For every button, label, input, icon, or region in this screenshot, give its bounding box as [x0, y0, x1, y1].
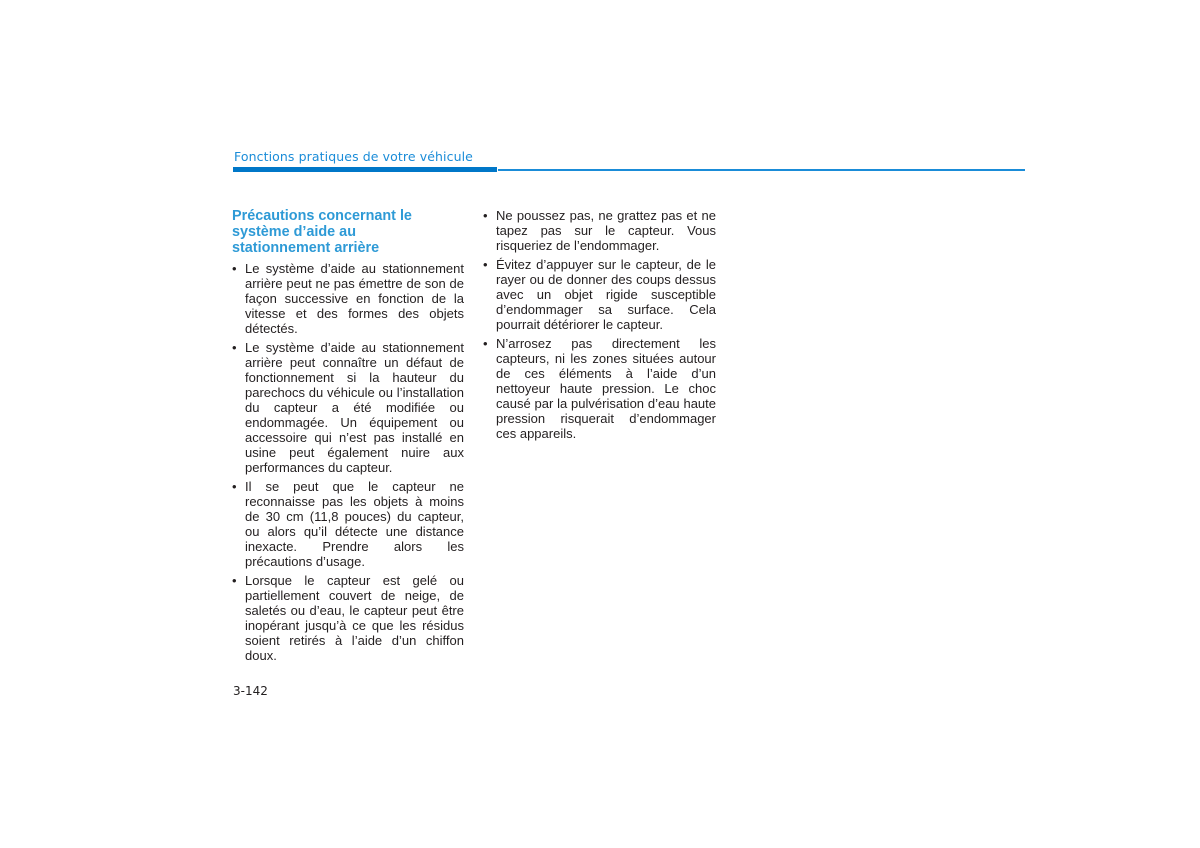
list-item [232, 573, 464, 663]
list-item-text: Évitez d’appuyer sur le capteur, de le rayer ou de donner des coups dessus avec un objet rigide susceptible d’endommager sa surface. Cela pourrait détériorer le capteur. [496, 257, 716, 332]
bullet-icon: • [232, 573, 237, 588]
bullet-icon: • [483, 257, 488, 272]
bullet-icon: • [483, 208, 488, 223]
list-item [483, 208, 716, 253]
list-item-text: Le système d’aide au stationnement arrière peut ne pas émettre de son de façon successive en fonction de la vitesse et des formes des objets détectés. [245, 261, 464, 336]
right-bullet-list [483, 208, 716, 441]
list-item [232, 479, 464, 569]
list-item [232, 340, 464, 475]
chapter-accent-bar [233, 167, 497, 172]
left-column [232, 208, 464, 667]
list-item-text: Il se peut que le capteur ne reconnaisse pas les objets à moins de 30 cm (11,8 pouces) du capteur, ou alors qu’il détecte une distance inexacte. Prendre alors les précautions d’usage. [245, 479, 464, 569]
section-heading: Précautions concernant le système d’aide au stationnement arrière [232, 208, 412, 256]
list-item [232, 261, 464, 336]
list-item [483, 257, 716, 332]
bullet-icon: • [483, 336, 488, 351]
chapter-header-rule [498, 169, 1025, 171]
page-number: 3-142 [233, 684, 268, 698]
bullet-icon: • [232, 479, 237, 494]
bullet-icon: • [232, 261, 237, 276]
bullet-icon: • [232, 340, 237, 355]
list-item-text: Le système d’aide au stationnement arrière peut connaître un défaut de fonctionnement si la hauteur du parechocs du véhicule ou l’installation du capteur a été modifiée ou endommagée. Un équipement ou accessoire qui n’est pas installé en usine peut également nuire aux performances du capteur. [245, 340, 464, 475]
list-item [483, 336, 716, 441]
list-item-text: Ne poussez pas, ne grattez pas et ne tapez pas sur le capteur. Vous risqueriez de l’endommager. [496, 208, 716, 253]
right-column [483, 208, 716, 445]
chapter-title: Fonctions pratiques de votre véhicule [234, 149, 473, 164]
list-item-text: Lorsque le capteur est gelé ou partiellement couvert de neige, de saletés ou d’eau, le capteur peut être inopérant jusqu’à ce que les résidus soient retirés à l’aide d’un chiffon doux. [245, 573, 464, 663]
left-bullet-list [232, 261, 464, 663]
list-item-text: N’arrosez pas directement les capteurs, ni les zones situées autour de ces éléments à l’aide d’un nettoyeur haute pression. Le choc causé par la pulvérisation d’eau haute pression risquerait d’endommager ces appareils. [496, 336, 716, 441]
